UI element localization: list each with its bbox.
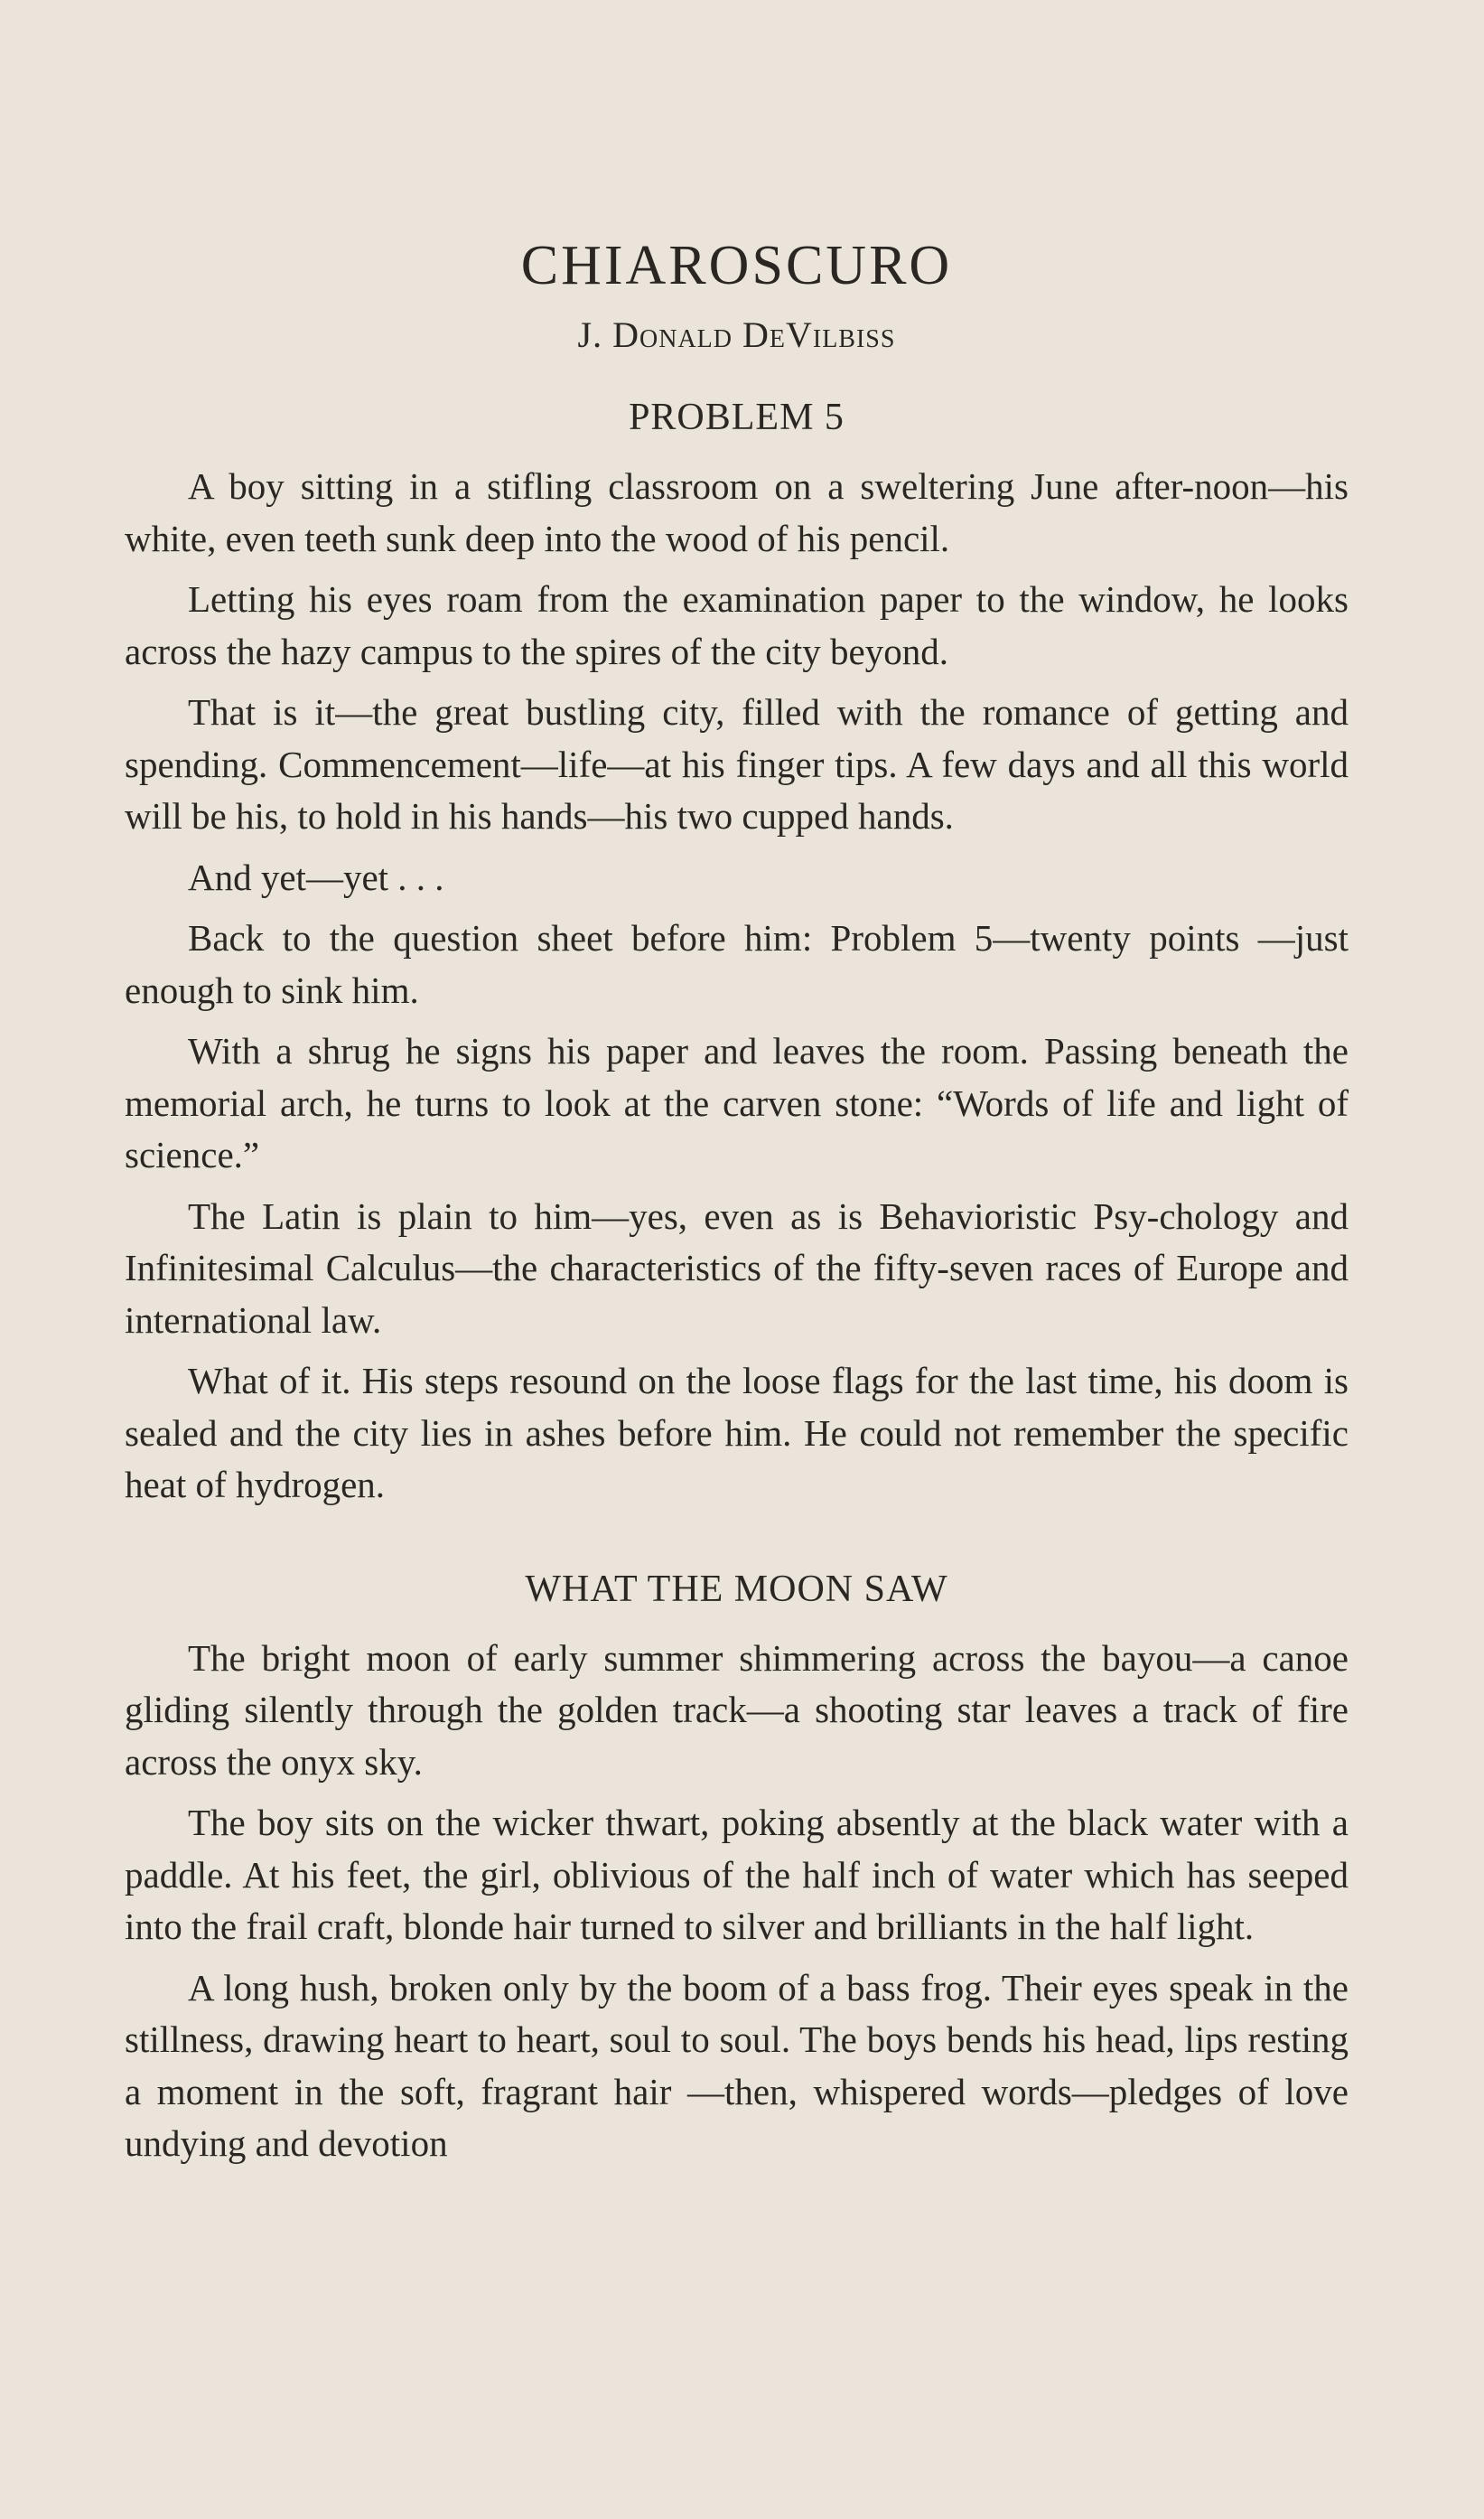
page-title: CHIAROSCURO — [520, 235, 953, 296]
section-heading-what-the-moon-saw: WHAT THE MOON SAW — [525, 1568, 948, 1610]
paragraph: A boy sitting in a stifling classroom on a sweltering June after-noon—his white, even teeth sunk deep into the wood of his pencil. — [125, 465, 1349, 559]
section-body-what-the-moon-saw — [125, 1633, 1349, 2170]
paragraph: Back to the question sheet before him: Problem 5—twenty points —just enough to sink him. — [125, 917, 1349, 1011]
author-name: J. Donald DeVilbiss — [577, 314, 896, 355]
paragraph: That is it—the great bustling city, filled with the romance of getting and spending. Commencement—life—at his finger tips. A few days and all this world will be his, to hold in his hands—his two cupped hands. — [125, 691, 1349, 837]
paragraph: With a shrug he signs his paper and leaves the room. Passing beneath the memorial arch, he turns to look at the carven stone: “Words of life and light of science.” — [125, 1030, 1349, 1175]
section-heading-problem-5: PROBLEM 5 — [629, 397, 845, 438]
paragraph: What of it. His steps resound on the loose flags for the last time, his doom is sealed and the city lies in ashes before him. He could not remember the specific heat of hydrogen. — [125, 1360, 1349, 1505]
paragraph: A long hush, broken only by the boom of a bass frog. Their eyes speak in the stillness, drawing heart to heart, soul to soul. The boys bends his head, lips resting a moment in the soft, fragrant hair —then, whispered words—pledges of love undying and devotion — [125, 1966, 1349, 2164]
section-body-problem-5 — [125, 461, 1349, 1512]
paragraph: And yet—yet . . . — [188, 856, 444, 898]
paragraph: The boy sits on the wicker thwart, poking absently at the black water with a paddle. At his feet, the girl, oblivious of the half inch of water which has seeped into the frail craft, blonde hair turned to silver and brilliants in the half light. — [125, 1802, 1349, 1947]
paragraph: Letting his eyes roam from the examination paper to the window, he looks across the hazy campus to the spires of the city beyond. — [125, 578, 1349, 672]
paragraph: The Latin is plain to him—yes, even as is Behavioristic Psy-chology and Infinitesimal Calculus—the characteristics of the fifty-seven races of Europe and international law. — [125, 1194, 1349, 1341]
paragraph: The bright moon of early summer shimmering across the bayou—a canoe gliding silently through the golden track—a shooting star leaves a track of fire across the onyx sky. — [125, 1636, 1349, 1783]
